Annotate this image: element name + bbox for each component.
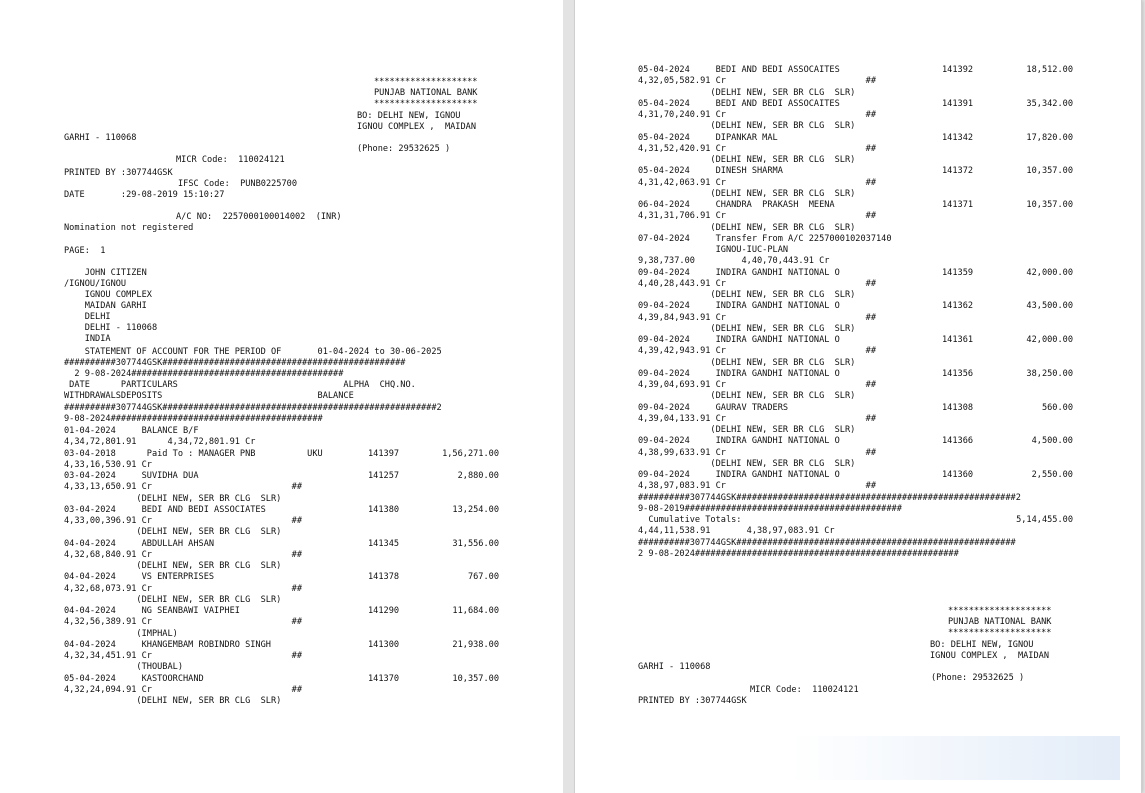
- line-text: 4,31,42,063.91 Cr ##: [638, 177, 876, 188]
- line-text: (THOUBAL): [64, 662, 183, 673]
- line-text: Cumulative Totals:: [638, 515, 742, 525]
- line-text: 09-04-2024 INDIRA GANDHI NATIONAL O: [638, 436, 840, 447]
- line-text: 4,40,28,443.91 Cr ##: [638, 278, 876, 289]
- line-text: 4,32,05,582.91 Cr ##: [638, 76, 876, 87]
- cheque-number: 141257: [368, 471, 400, 481]
- statement-period: STATEMENT OF ACCOUNT FOR THE PERIOD OF 01-04-2024 to 30-06-2025: [64, 347, 442, 357]
- footer-printed-by: PRINTED BY :307744GSK: [638, 696, 747, 706]
- branch-pincode: GARHI - 110068: [64, 133, 137, 143]
- branch-line-2: IGNOU COMPLEX , MAIDAN: [357, 122, 476, 132]
- line-text: 4,39,42,943.91 Cr ##: [638, 346, 876, 357]
- line-text: 04-04-2024 NG SEANBAWI VAIPHEI: [64, 606, 240, 616]
- line-text: (DELHI NEW, SER BR CLG SLR): [638, 222, 856, 233]
- line-text: 4,33,00,396.91 Cr ##: [64, 516, 302, 526]
- cheque-number: 141378: [368, 572, 400, 583]
- line-text: 03-04-2024 SUVIDHA DUA: [64, 471, 199, 481]
- address-line: DELHI: [64, 312, 111, 322]
- ifsc-code: IFSC Code: PUNB0225700: [178, 179, 297, 189]
- page-number: PAGE: 1: [64, 246, 106, 256]
- line-text: 4,34,72,801.91 4,34,72,801.91 Cr: [64, 437, 256, 448]
- address-line: MAIDAN GARHI: [64, 301, 147, 311]
- cheque-number: 141380: [368, 504, 400, 515]
- amount: 11,684.00: [452, 606, 499, 616]
- address-line: DELHI - 110068: [64, 323, 158, 333]
- line-text: 2 9-08-2024###################################################: [638, 548, 959, 559]
- page-gutter: [563, 0, 575, 793]
- footer-branch-pincode: GARHI - 110068: [638, 662, 711, 672]
- line-text: (DELHI NEW, SER BR CLG SLR): [638, 155, 856, 165]
- column-header-1: DATE PARTICULARS ALPHA CHQ.NO.: [64, 380, 416, 390]
- cheque-number: 141300: [368, 639, 400, 650]
- cheque-number: 141397: [368, 448, 400, 459]
- header-stars-bottom: ********************: [374, 99, 478, 109]
- line-text: 4,38,97,083.91 Cr ##: [638, 481, 876, 492]
- line-text: 4,31,31,706.91 Cr ##: [638, 211, 876, 222]
- line-text: 4,39,04,693.91 Cr ##: [638, 380, 876, 390]
- amount: 767.00: [467, 572, 499, 583]
- line-text: 01-04-2024 BALANCE B/F: [64, 426, 199, 436]
- amount: 2,550.00: [1031, 470, 1073, 480]
- cheque-number: 141366: [942, 436, 974, 447]
- branch-line-1: BO: DELHI NEW, IGNOU: [357, 111, 461, 121]
- line-text: 05-04-2024 DINESH SHARMA: [638, 166, 783, 177]
- footer-branch-line-2: IGNOU COMPLEX , MAIDAN: [930, 651, 1049, 661]
- line-text: 4,44,11,538.91 4,38,97,083.91 Cr: [638, 526, 835, 537]
- header-stars-top: ********************: [374, 77, 478, 87]
- footer-branch-line-1: BO: DELHI NEW, IGNOU: [930, 640, 1034, 650]
- line-text: (DELHI NEW, SER BR CLG SLR): [64, 594, 282, 605]
- cheque-number: 141362: [942, 301, 974, 312]
- branch-phone: (Phone: 29532625 ): [357, 144, 451, 154]
- cheque-number: 141360: [942, 470, 974, 480]
- cheque-number: 141308: [942, 402, 974, 413]
- line-text: (DELHI NEW, SER BR CLG SLR): [638, 458, 856, 469]
- amount: 38,250.00: [1026, 368, 1073, 379]
- amount: 2,880.00: [457, 471, 499, 481]
- line-text: 4,31,70,240.91 Cr ##: [638, 110, 876, 120]
- line-text: 04-04-2024 VS ENTERPRISES: [64, 572, 215, 583]
- cheque-number: 141361: [942, 335, 974, 345]
- amount: 18,512.00: [1026, 65, 1073, 75]
- hash-separator: ##########307744GSK###############################################: [64, 358, 406, 368]
- line-text: 03-04-2024 BEDI AND BEDI ASSOCIATES: [64, 504, 266, 515]
- line-text: 09-04-2024 GAURAV TRADERS: [638, 402, 789, 413]
- line-text: ##########307744GSK######################################################2: [638, 492, 1021, 503]
- line-text: 04-04-2024 KHANGEMBAM ROBINDRO SINGH: [64, 639, 271, 650]
- line-text: (DELHI NEW, SER BR CLG SLR): [64, 527, 282, 538]
- cheque-number: 141290: [368, 606, 400, 616]
- line-text: 09-04-2024 INDIRA GANDHI NATIONAL O: [638, 470, 840, 480]
- amount: 42,000.00: [1026, 267, 1073, 278]
- line-text: 9,38,737.00 4,40,70,443.91 Cr: [638, 256, 830, 267]
- cheque-number: 141345: [368, 538, 400, 549]
- address-line: INDIA: [64, 334, 111, 344]
- cheque-number: 141372: [942, 166, 974, 177]
- line-text: 07-04-2024 Transfer From A/C 2257000102037140: [638, 233, 892, 244]
- line-text: (DELHI NEW, SER BR CLG SLR): [64, 696, 282, 706]
- line-text: 09-04-2024 INDIRA GANDHI NATIONAL O: [638, 267, 840, 278]
- amount: 1,56,271.00: [442, 448, 499, 459]
- footer-micr-code: MICR Code: 110024121: [750, 685, 859, 695]
- amount: 35,342.00: [1026, 98, 1073, 109]
- line-text: (DELHI NEW, SER BR CLG SLR): [638, 425, 856, 435]
- line-text: 03-04-2018 Paid To : MANAGER PNB UKU: [64, 448, 323, 459]
- amount: 21,938.00: [452, 639, 499, 650]
- line-text: 4,31,52,420.91 Cr ##: [638, 143, 876, 154]
- line-text: (DELHI NEW, SER BR CLG SLR): [638, 391, 856, 402]
- cheque-number: 141356: [942, 368, 974, 379]
- line-text: 4,32,68,840.91 Cr ##: [64, 549, 302, 560]
- micr-code: MICR Code: 110024121: [176, 155, 285, 165]
- line-text: 05-04-2024 BEDI AND BEDI ASSOCAITES: [638, 65, 840, 75]
- address-line: /IGNOU/IGNOU: [64, 279, 127, 289]
- amount: 43,500.00: [1026, 301, 1073, 312]
- line-text: 4,39,04,133.91 Cr ##: [638, 413, 876, 424]
- line-text: IGNOU-IUC-PLAN: [638, 245, 789, 255]
- line-text: 06-04-2024 CHANDRA PRAKASH MEENA: [638, 200, 835, 210]
- amount: 13,254.00: [452, 504, 499, 515]
- hash-separator: ##########307744GSK#####################################################2: [64, 403, 442, 413]
- line-text: 4,33,13,650.91 Cr ##: [64, 482, 302, 493]
- line-text: (IMPHAL): [64, 628, 178, 639]
- cheque-number: 141392: [942, 65, 974, 75]
- line-text: 05-04-2024 BEDI AND BEDI ASSOCAITES: [638, 98, 840, 109]
- faint-overlay: [790, 736, 1120, 780]
- amount: 17,820.00: [1026, 132, 1073, 143]
- line-text: ##########307744GSK######################################################: [638, 537, 1016, 548]
- line-text: 09-04-2024 INDIRA GANDHI NATIONAL O: [638, 368, 840, 379]
- line-text: 04-04-2024 ABDULLAH AHSAN: [64, 538, 215, 549]
- amount: 5,14,455.00: [1016, 515, 1073, 525]
- line-text: (DELHI NEW, SER BR CLG SLR): [638, 290, 856, 300]
- line-text: 09-04-2024 INDIRA GANDHI NATIONAL O: [638, 335, 840, 345]
- cheque-number: 141391: [942, 98, 974, 109]
- line-text: (DELHI NEW, SER BR CLG SLR): [638, 188, 856, 199]
- amount: 10,357.00: [452, 673, 499, 684]
- line-text: 4,38,99,633.91 Cr ##: [638, 447, 876, 458]
- footer-branch-phone: (Phone: 29532625 ): [931, 673, 1025, 683]
- address-line: JOHN CITIZEN: [64, 268, 147, 278]
- line-text: 4,32,24,094.91 Cr ##: [64, 684, 302, 695]
- cheque-number: 141359: [942, 267, 974, 278]
- line-text: 4,39,84,943.91 Cr ##: [638, 312, 876, 323]
- hash-separator: 9-08-2024#########################################: [64, 414, 323, 424]
- line-text: 05-04-2024 KASTOORCHAND: [64, 673, 204, 684]
- cheque-number: 141370: [368, 673, 400, 684]
- line-text: (DELHI NEW, SER BR CLG SLR): [64, 561, 282, 571]
- print-date: DATE :29-08-2019 15:10:27: [64, 190, 225, 200]
- amount: 42,000.00: [1026, 335, 1073, 345]
- statement-page-2: [575, 0, 1141, 793]
- amount: 10,357.00: [1026, 166, 1073, 177]
- amount: 10,357.00: [1026, 200, 1073, 210]
- line-text: (DELHI NEW, SER BR CLG SLR): [638, 323, 856, 334]
- amount: 560.00: [1041, 402, 1073, 413]
- nomination-status: Nomination not registered: [64, 223, 194, 233]
- line-text: 09-04-2024 INDIRA GANDHI NATIONAL O: [638, 301, 840, 312]
- line-text: 9-08-2019##########################################: [638, 503, 902, 514]
- line-text: 4,32,68,073.91 Cr ##: [64, 583, 302, 594]
- line-text: (DELHI NEW, SER BR CLG SLR): [64, 493, 282, 504]
- hash-separator: 2 9-08-2024#########################################: [64, 369, 344, 379]
- line-text: 4,33,16,530.91 Cr: [64, 459, 152, 470]
- amount: 31,556.00: [452, 538, 499, 549]
- footer-stars-top: ********************: [948, 606, 1052, 616]
- footer-bank-name: PUNJAB NATIONAL BANK: [948, 617, 1052, 627]
- line-text: (DELHI NEW, SER BR CLG SLR): [638, 357, 856, 368]
- amount: 4,500.00: [1031, 436, 1073, 447]
- printed-by: PRINTED BY :307744GSK: [64, 168, 173, 178]
- statement-page-1: [0, 0, 563, 793]
- footer-stars-bottom: ********************: [948, 628, 1052, 638]
- cheque-number: 141371: [942, 200, 974, 210]
- column-header-2: WITHDRAWALSDEPOSITS BALANCE: [64, 391, 354, 401]
- bank-name: PUNJAB NATIONAL BANK: [374, 88, 478, 98]
- line-text: 4,32,56,389.91 Cr ##: [64, 617, 302, 628]
- line-text: 05-04-2024 DIPANKAR MAL: [638, 132, 778, 143]
- cheque-number: 141342: [942, 132, 974, 143]
- account-number: A/C NO: 2257000100014002 (INR): [176, 212, 342, 222]
- line-text: (DELHI NEW, SER BR CLG SLR): [638, 87, 856, 98]
- line-text: 4,32,34,451.91 Cr ##: [64, 651, 302, 661]
- address-line: IGNOU COMPLEX: [64, 290, 152, 300]
- line-text: (DELHI NEW, SER BR CLG SLR): [638, 121, 856, 132]
